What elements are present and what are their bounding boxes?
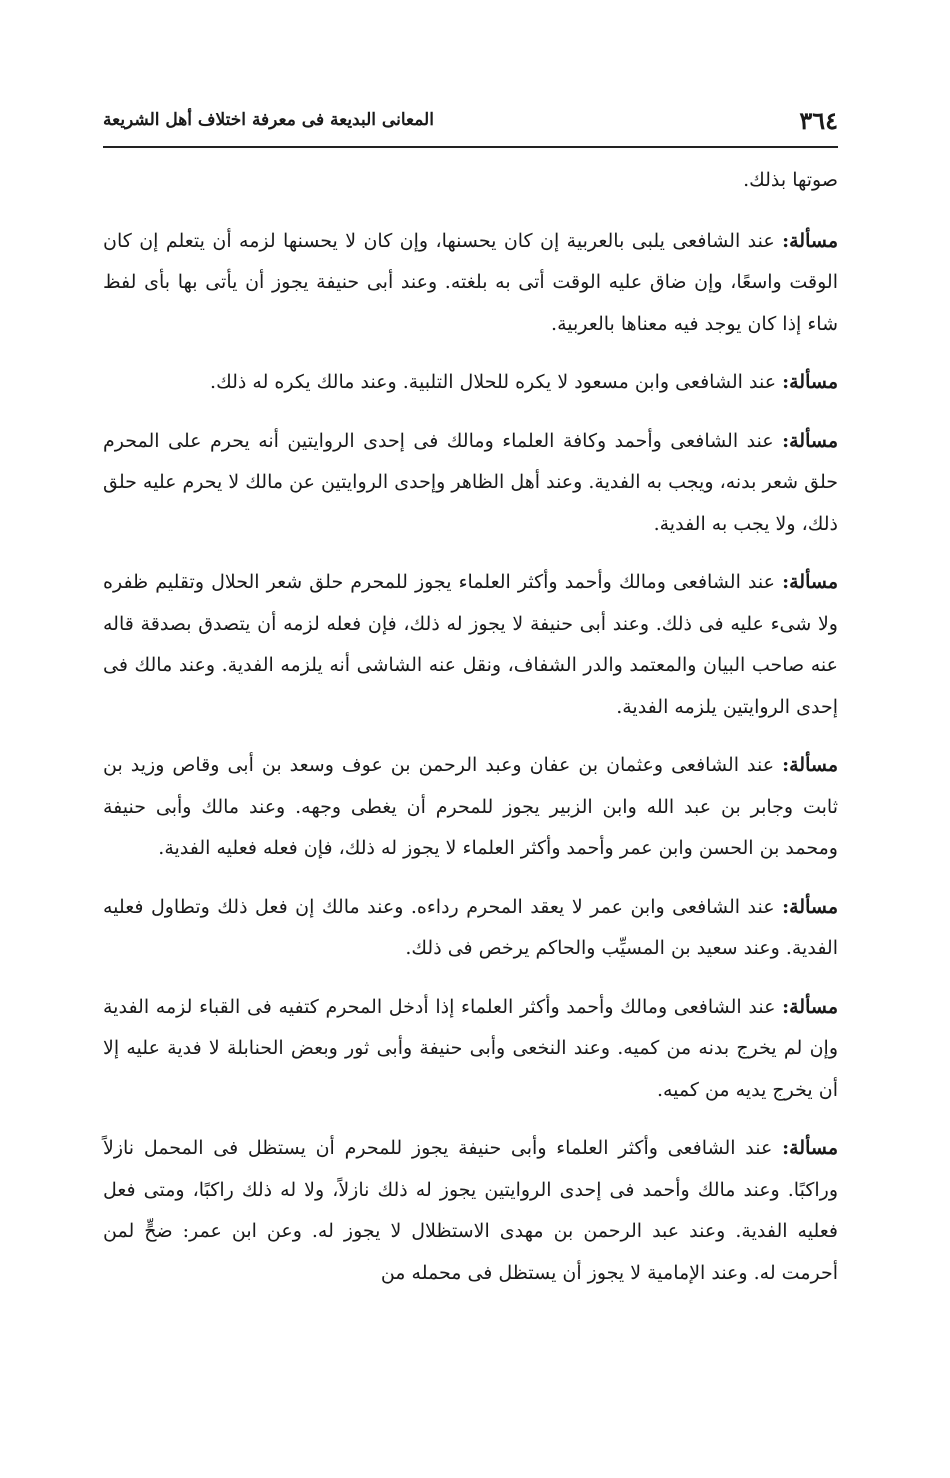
paragraph-text: عند الشافعى يلبى بالعربية إن كان يحسنها، وإن كان لا يحسنها لزمه أن يتعلم إن كان الوقت واسعًا، وإن ضاق عليه الوقت أتى به بلغته. وعند أبى حنيفة يجوز أن يأتى بها بأى لفظ شاء إذا كان يوجد فيه معناها بالعربية. xyxy=(103,229,838,335)
paragraph xyxy=(103,745,838,870)
paragraph-text: عند الشافعى وأحمد وكافة العلماء ومالك فى إحدى الروايتين أنه يحرم على المحرم حلق شعر بدنه، ويجب به الفدية. وعند أهل الظاهر وإحدى الروايتين عن مالك لا يحرم عليه حلق ذلك، ولا يجب به الفدية. xyxy=(103,429,838,535)
issue-label: مسألة: xyxy=(782,229,838,252)
issue-label: مسألة: xyxy=(782,754,838,776)
paragraph-text: عند الشافعى وابن عمر لا يعقد المحرم رداءه. وعند مالك إن فعل ذلك وتطاول فعليه الفدية. وعند سعيد بن المسيِّب والحاكم يرخص فى ذلك. xyxy=(103,895,838,959)
issue-label: مسألة: xyxy=(782,571,838,593)
paragraph xyxy=(103,887,838,970)
paragraph xyxy=(103,1128,838,1294)
book-page xyxy=(103,100,838,1450)
paragraph xyxy=(103,562,838,728)
paragraph-text: عند الشافعى وابن مسعود لا يكره للحلال التلبية. وعند مالك يكره له ذلك. xyxy=(210,371,783,393)
paragraph xyxy=(103,987,838,1112)
page-number: ٣٦٤ xyxy=(799,106,838,135)
issue-label: مسألة: xyxy=(782,429,838,452)
paragraph xyxy=(103,160,838,202)
book-title: المعانى البديعة فى معرفة اختلاف أهل الشريعة xyxy=(103,110,434,130)
paragraph-text: صوتها بذلك. xyxy=(743,169,838,191)
paragraph-text: عند الشافعى وعثمان بن عفان وعبد الرحمن بن عوف وسعد بن أبى وقاص وزيد بن ثابت وجابر بن عبد الله وابن الزبير يجوز للمحرم أن يغطى وجهه. وعند مالك وأبى حنيفة ومحمد بن الحسن وابن عمر وأحمد وأكثر العلماء لا يجوز له ذلك، فإن فعله فعليه الفدية. xyxy=(103,754,838,859)
paragraph-text: عند الشافعى ومالك وأحمد وأكثر العلماء إذا أدخل المحرم كتفيه فى القباء لزمه الفدية وإن لم يخرج بدنه من كميه. وعند النخعى وأبى حنيفة وأبى ثور وبعض الحنابلة لا فدية عليه إلا أن يخرج يديه من كميه. xyxy=(103,995,838,1101)
paragraph xyxy=(103,221,838,346)
paragraph xyxy=(103,421,838,546)
issue-label: مسألة: xyxy=(782,895,838,918)
paragraph xyxy=(103,362,838,404)
issue-label: مسألة: xyxy=(782,371,838,393)
body-text xyxy=(103,160,838,1294)
issue-label: مسألة: xyxy=(782,1137,838,1159)
issue-label: مسألة: xyxy=(782,995,838,1018)
paragraph-text: عند الشافعى ومالك وأحمد وأكثر العلماء يجوز للمحرم حلق شعر الحلال وتقليم ظفره ولا شىء عليه فى ذلك. وعند أبى حنيفة لا يجوز له ذلك، فإن فعله لزمه أن يتصدق بصدقة قاله عنه صاحب البيان والمعتمد والدر الشفاف، ونقل عنه الشاشى أنه يلزمه الفدية. وعند مالك فى إحدى الروايتين يلزمه الفدية. xyxy=(103,571,838,718)
running-header xyxy=(103,100,838,148)
paragraph-text: عند الشافعى وأكثر العلماء وأبى حنيفة يجوز للمحرم أن يستظل فى المحمل نازلاً وراكبًا. وعند مالك وأحمد فى إحدى الروايتين يجوز له ذلك نازلاً، ولا له ذلك راكبًا، ومتى فعل فعليه الفدية. وعند عبد الرحمن بن مهدى الاستظلال لا يجوز له. وعن ابن عمر: ضحٍّ لمن أحرمت له. وعند الإمامية لا يجوز أن يستظل فى محمله من xyxy=(103,1137,838,1284)
